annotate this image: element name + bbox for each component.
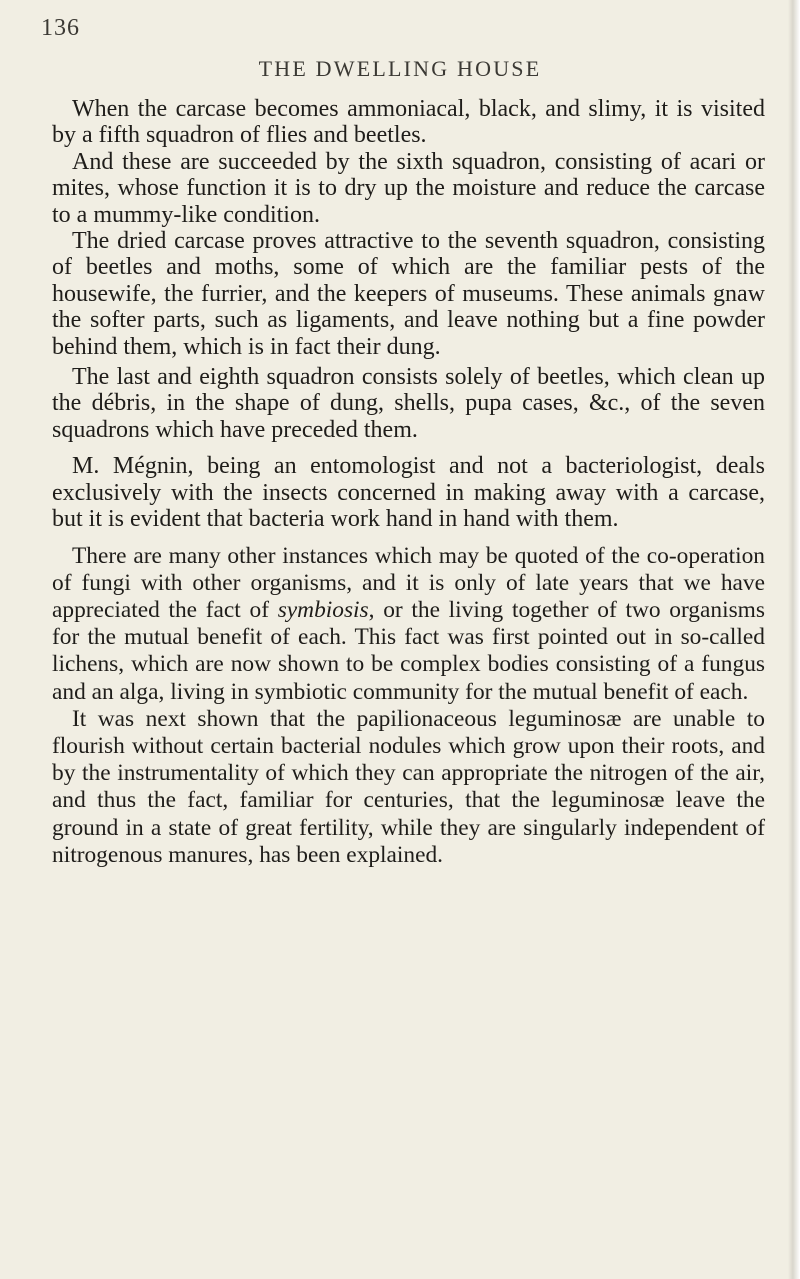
paragraph-eighth-squadron: The last and eighth squadron consists solely of beetles, which clean up the débris, in the shape of dung, shells, pupa cases, &c., of the seven squadrons which have preceded them.: [52, 364, 765, 443]
paragraph-megnin: M. Mégnin, being an entomologist and not a bacteriologist, deals exclusively with the insects concerned in making away with a carcase, but it is evident that bacteria work hand in hand with them.: [52, 453, 765, 533]
page-number: 136: [41, 15, 80, 41]
symbiosis-text-before: There are many other instances which may be quoted of the co-operation of fungi with other organisms, and it is only of late years that we have appreciated the fact of: [52, 542, 765, 623]
paragraph-fifth-squadron: When the carcase becomes ammoniacal, black, and slimy, it is visited by a fifth squadron of flies and beetles.: [52, 96, 765, 149]
symbiosis-term: symbiosis: [277, 596, 369, 623]
page-header: [0, 0, 800, 81]
paragraph-leguminosae: It was next shown that the papilionaceous leguminosæ are unable to flourish without certain bacterial nodules which grow upon their roots, and by the instrumentality of which they can appropriate the nitrogen of the air, and thus the fact, familiar for centuries, that the leguminosæ leave the ground in a state of great fertility, while they are singularly independent of nitrogenous manures, has been explained.: [52, 705, 765, 868]
paragraph-seventh-squadron: The dried carcase proves attractive to the seventh squadron, consisting of beetles and moths, some of which are the familiar pests of the housewife, the furrier, and the keepers of museums. These animals gnaw the softer parts, such as ligaments, and leave nothing but a fine powder behind them, which is in fact their dung.: [52, 228, 765, 360]
text-block-symbiosis: [52, 543, 765, 869]
paragraph-symbiosis: [52, 543, 765, 706]
page-edge-shadow: [788, 0, 800, 1279]
paragraph-sixth-squadron: And these are succeeded by the sixth squadron, consisting of acari or mites, whose function it is to dry up the moisture and reduce the carcase to a mummy-like condition.: [52, 148, 765, 228]
symbiosis-text-after: , or the living together of two organisms for the mutual benefit of each. This fact was first pointed out in so-called lichens, which are now shown to be complex bodies consisting of a fungus and an alga, living in symbiotic community for the mutual benefit of each.: [52, 596, 765, 705]
text-block-insects: [52, 96, 765, 533]
body-text: [52, 96, 765, 869]
running-title: THE DWELLING HOUSE: [258, 56, 542, 81]
